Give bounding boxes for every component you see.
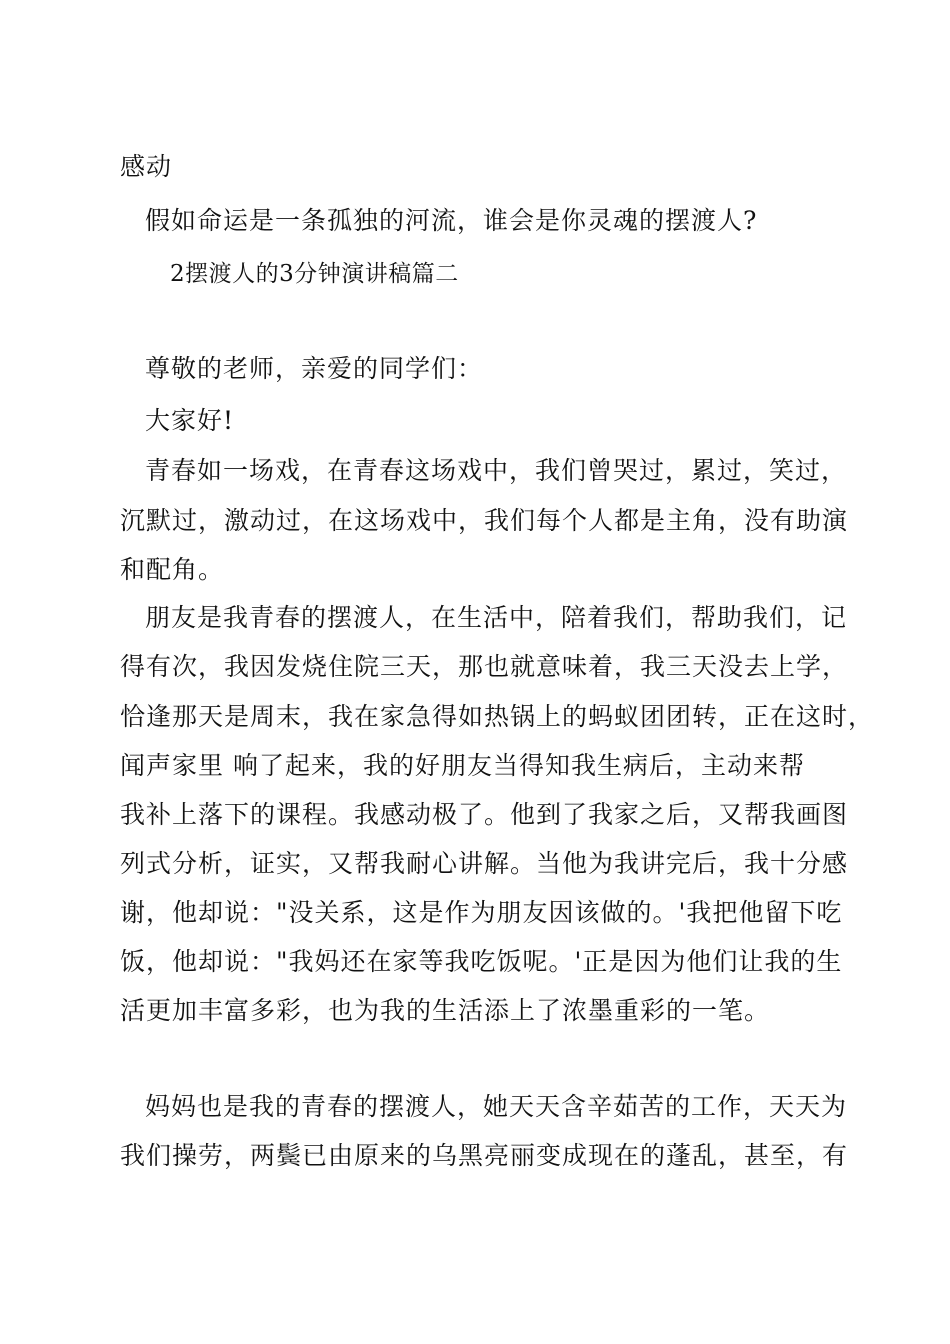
text-line-17: 活更加丰富多彩，也为我的生活添上了浓墨重彩的一笔。 (120, 996, 771, 1025)
text-line-15: 谢，他却说："没关系，这是作为朋友因该做的。'我把他留下吃 (120, 898, 843, 927)
text-line-2: 假如命运是一条孤独的河流，谁会是你灵魂的摆渡人? (145, 206, 758, 235)
text-line-7: 沉默过，激动过，在这场戏中，我们每个人都是主角，没有助演 (120, 506, 849, 535)
text-line-1: 感动 (120, 152, 173, 181)
text-line-18: 妈妈也是我的青春的摆渡人，她天天含辛茹苦的工作，天天为 (145, 1092, 848, 1121)
text-line-16: 饭，他却说："我妈还在家等我吃饭呢。'正是因为他们让我的生 (120, 947, 843, 976)
text-line-13: 我补上落下的课程。我感动极了。他到了我家之后，又帮我画图 (120, 800, 849, 829)
text-line-19: 我们操劳，两鬓已由原来的乌黑亮丽变成现在的蓬乱，甚至，有 (120, 1141, 849, 1170)
text-line-6: 青春如一场戏，在青春这场戏中，我们曾哭过，累过，笑过， (145, 456, 848, 485)
text-line-12: 闻声家里 响了起来，我的好朋友当得知我生病后，主动来帮 (120, 751, 805, 780)
text-line-11: 恰逢那天是周末，我在家急得如热锅上的蚂蚁团团转，正在这时， (120, 702, 875, 731)
text-line-14: 列式分析，证实，又帮我耐心讲解。当他为我讲完后，我十分感 (120, 849, 849, 878)
text-line-8: 和配角。 (120, 555, 225, 584)
salutation: 尊敬的老师，亲爱的同学们： (145, 354, 484, 383)
text-line-9: 朋友是我青春的摆渡人，在生活中，陪着我们，帮助我们，记 (145, 603, 848, 632)
text-line-10: 得有次，我因发烧住院三天，那也就意味着，我三天没去上学， (120, 652, 849, 681)
greeting: 大家好! (145, 406, 235, 435)
section-heading: 2摆渡人的3分钟演讲稿篇二 (170, 261, 459, 287)
